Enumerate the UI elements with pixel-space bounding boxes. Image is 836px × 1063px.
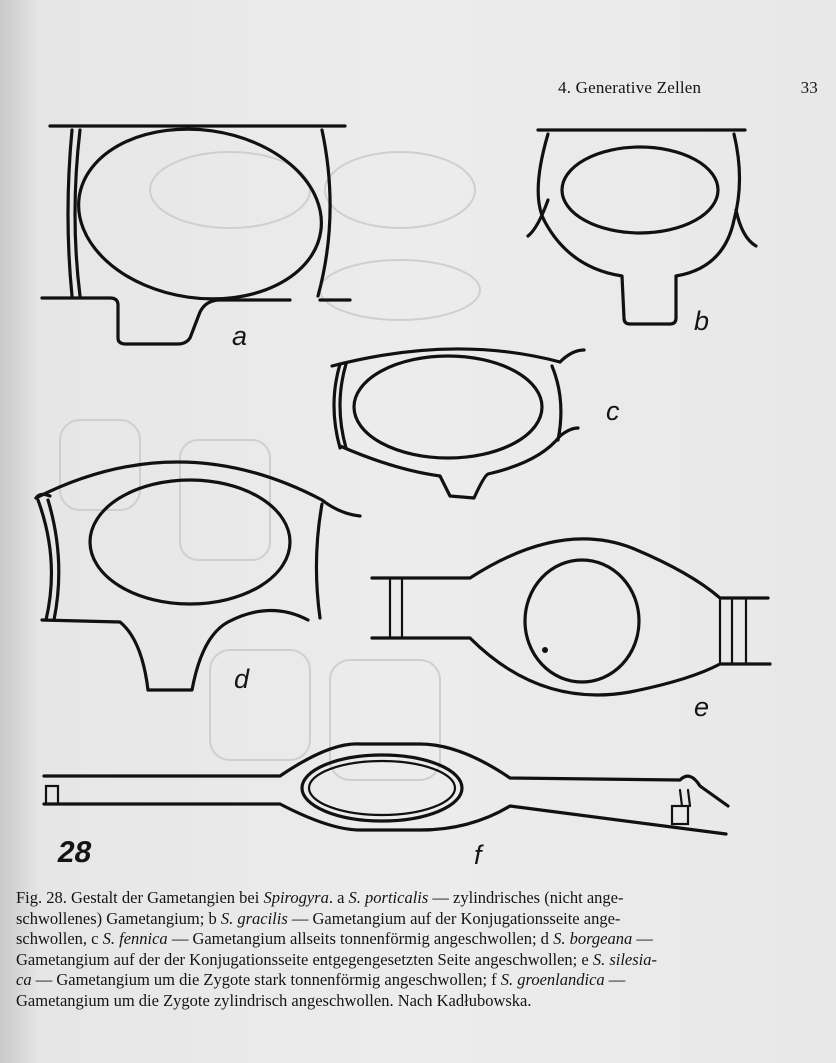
caption-italic-run: S. groenlandica (500, 970, 605, 989)
page-number: 33 (800, 78, 818, 97)
caption-run: — Gametangium allseits tonnenförmig angeschwollen; d (167, 929, 554, 948)
panel-b (528, 130, 756, 336)
caption-italic-run: ca (16, 970, 32, 989)
panel-f (44, 744, 728, 870)
panel-label-c: c (606, 396, 620, 426)
caption-italic-run: S. silesia- (592, 949, 658, 969)
panel-d (36, 462, 360, 694)
caption-run: Fig. 28. Gestalt der Gametangien bei (16, 888, 264, 907)
caption-italic-run: S. gracilis (220, 908, 288, 928)
caption-line (16, 888, 816, 909)
caption-run: schwollen, c (16, 929, 103, 948)
panel-label-b: b (694, 306, 710, 336)
caption-line (16, 991, 816, 1012)
caption-run: — (604, 970, 626, 989)
caption-line (16, 929, 816, 950)
caption-run: schwollenes) Gametangium; b (16, 908, 221, 928)
caption-run: — Gametangium um die Zygote stark tonnenförmig angeschwollen; f (31, 970, 501, 989)
caption-line (16, 970, 816, 991)
panel-label-a: a (232, 321, 248, 351)
caption-run: Gametangium um die Zygote zylindrisch angeschwollen. Nach Kadłubowska. (16, 990, 532, 1010)
caption-line (16, 950, 816, 971)
figure-caption (16, 888, 816, 1011)
caption-italic-run: S. porticalis (348, 888, 429, 907)
chapter-title: 4. Generative Zellen (558, 78, 702, 97)
panel-label-d: d (234, 664, 250, 694)
caption-run: . a (328, 888, 349, 907)
caption-run: — Gametangium auf der Konjugationsseite ange- (287, 908, 621, 928)
caption-run: — zylindrisches (nicht ange- (428, 888, 624, 907)
caption-italic-run: S. borgeana (553, 929, 633, 948)
caption-run: Gametangium auf der der Konjugationsseite entgegengesetzten Seite angeschwollen; e (16, 949, 593, 969)
panel-label-f: f (474, 840, 482, 870)
caption-italic-run: Spirogyra (263, 888, 329, 907)
panel-a (42, 114, 350, 351)
panel-c (332, 349, 620, 498)
figure-number: 28 (55, 836, 95, 869)
panel-label-e: e (694, 692, 710, 722)
caption-line (16, 909, 816, 930)
caption-italic-run: S. fennica (102, 929, 168, 948)
panel-e (372, 539, 770, 722)
caption-run: — (632, 929, 653, 948)
